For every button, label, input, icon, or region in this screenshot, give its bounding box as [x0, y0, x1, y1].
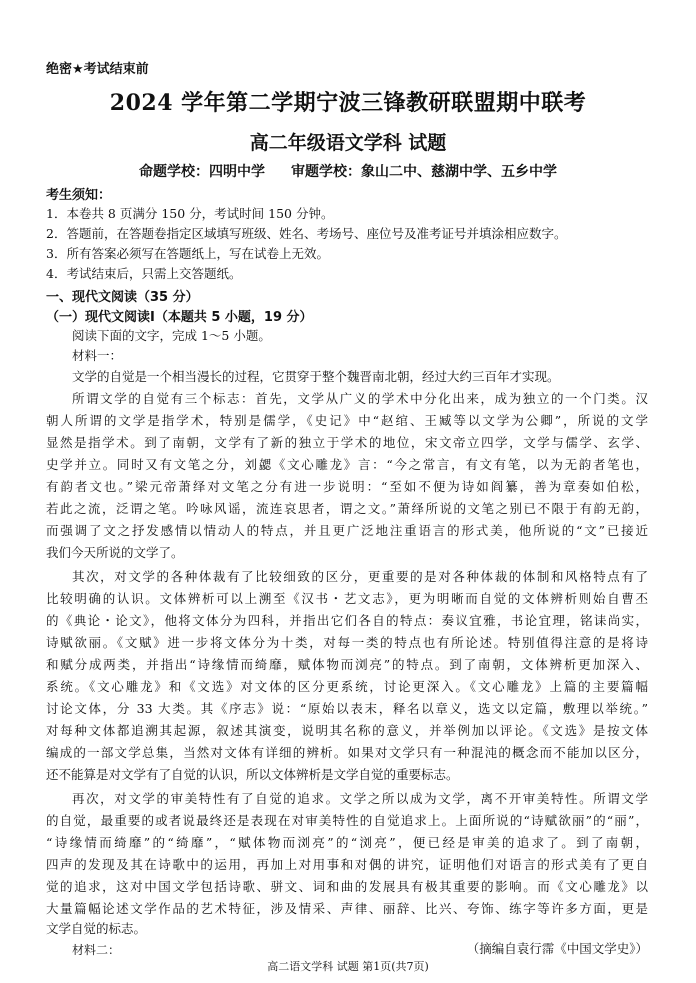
- page-footer: 高二语文学科 试题 第1页(共7页): [267, 960, 429, 973]
- notice-item: 4．考试结束后，只需上交答题纸。: [46, 266, 242, 281]
- passage-line: 四声的发现及其在诗歌中的运用，再加上对用事和对偶的讲究，证明他们对语言的形式美有了更自: [46, 857, 648, 872]
- passage-line: 有韵者文也。”梁元帝萧绎对文笔之分有进一步说明：“至如不便为诗如阎纂，善为章奏如伯松，: [46, 479, 648, 494]
- passage-line: 显然是指学术。到了南朝，文学有了新的独立于学术的地位，宋文帝立四学，文学与儒学、玄学、: [46, 435, 648, 450]
- passage-line: 系统。《文心雕龙》和《文选》对文体的区分更系统，讨论更深入。《文心雕龙》上篇的主要篇幅: [46, 679, 648, 694]
- reading-instruction: 阅读下面的文字，完成 1～5 小题。: [72, 328, 271, 343]
- passage-line: 讨论文体，分 33 大类。其《序志》说：“原始以表末，释名以章义，选文以定篇，敷理以举统。”: [46, 701, 648, 716]
- passage-line: 所谓文学的自觉有三个标志：首先，文学从广义的学术中分化出来，成为独立的一个门类。汉: [72, 391, 648, 406]
- passage-line: 比较明确的认识。文体辨析可以上溯至《汉书・艺文志》，更为明晰而自觉的文体辨析则始自曹丕: [46, 591, 648, 606]
- passage-line: 而强调了文之抒发感情以情动人的特点，并且更广泛地注重语言的形式美，他所说的“文”已接近: [46, 523, 648, 538]
- author-school: 命题学校：四明中学: [139, 164, 265, 180]
- notice-item: 3．所有答案必须写在答题纸上，写在试卷上无效。: [46, 246, 329, 261]
- material1-label: 材料一：: [72, 348, 123, 363]
- exam-title: 2024 学年第二学期宁波三锋教研联盟期中联考: [109, 90, 587, 116]
- notice-item: 2．答题前，在答题卷指定区域填写班级、姓名、考场号、座位号及准考证号并填涂相应数字。: [46, 226, 567, 241]
- passage-line: 其次，对文学的各种体裁有了比较细致的区分，更重要的是对各种体裁的体制和风格特点有了: [72, 569, 648, 584]
- passage-line: 史学并立。同时又有文笔之分，刘勰《文心雕龙》言：“今之常言，有文有笔，以为无韵者笔也，: [46, 457, 648, 472]
- passage-line: 还不能算是对文学有了自觉的认识，所以文体辨析是文学自觉的重要标志。: [46, 767, 459, 782]
- passage-line: 大量篇幅论述文学作品的艺术特征，涉及情采、声律、丽辞、比兴、夸饰、练字等许多方面，更是: [46, 901, 648, 916]
- passage-line: 的自觉，最重要的或者说最终还是表现在对审美特性的自觉追求上。上面所说的“诗赋欲丽”的“丽”，: [46, 813, 648, 828]
- passage-line: 若此之流，泛谓之笔。吟咏风谣，流连哀思者，谓之文。”萧绎所说的文笔之别已不限于有韵无韵，: [46, 501, 648, 516]
- passage-line: “诗缘情而绮靡”的“绮靡”，“赋体物而浏亮”的“浏亮”，便已经是审美的追求了。到了南朝，: [46, 835, 648, 850]
- section-heading: 一、现代文阅读（35 分）: [46, 290, 199, 305]
- passage-line: 编成的一部文学总集，当然对文体有详细的辨析。如果对文学只有一种混沌的概念而不能加以区分，: [46, 745, 648, 760]
- passage-line: 朝人所谓的文学是指学术，特别是儒学，《史记》中“赵绾、王臧等以文学为公卿”，所说的文学: [46, 413, 648, 428]
- passage-line: 文学的自觉是一个相当漫长的过程，它贯穿于整个魏晋南北朝，经过大约三百年才实现。: [72, 369, 560, 384]
- subsection-heading: （一）现代文阅读Ⅰ（本题共 5 小题，19 分）: [46, 310, 313, 325]
- review-school: 审题学校：象山二中、慈湖中学、五乡中学: [291, 164, 557, 180]
- confidential-mark: 绝密★考试结束前: [46, 62, 149, 77]
- passage-line: 对每种文体都追溯其起源，叙述其演变，说明其名称的意义，并举例加以评论。《文选》是按文体: [46, 723, 648, 738]
- notice-item: 1．本卷共 8 页满分 150 分，考试时间 150 分钟。: [46, 206, 334, 221]
- passage-line: 文学自觉的标志。: [46, 921, 147, 936]
- passage-line: 和赋分成两类，并指出“诗缘情而绮靡，赋体物而浏亮”的特点。到了南朝，文体辨析更加深入、: [46, 657, 648, 672]
- passage-line: 再次，对文学的审美特性有了自觉的追求。文学之所以成为文学，离不开审美特性。所谓文学: [72, 791, 648, 806]
- material2-label: 材料二：: [72, 943, 121, 957]
- passage-source: （摘编自袁行霈《中国文学史》）: [466, 941, 648, 956]
- notice-heading: 考生须知：: [46, 188, 112, 203]
- exam-subtitle: 高二年级语文学科 试题: [249, 132, 447, 154]
- passage-line: 的《典论・论文》，他将文体分为四科，并指出它们各自的特点：奏议宜雅，书论宜理，铭诔尚实，: [46, 613, 648, 628]
- passage-line: 诗赋欲丽。《文赋》进一步将文体分为十类，对每一类的特点也有所论述。特别值得注意的是将诗: [46, 635, 648, 650]
- school-info: [0, 161, 696, 181]
- passage-line: 觉的追求，这对中国文学包括诗歌、骈文、词和曲的发展具有极其重要的影响。而《文心雕龙》以: [46, 879, 648, 894]
- passage-line: 我们今天所说的文学了。: [46, 545, 184, 560]
